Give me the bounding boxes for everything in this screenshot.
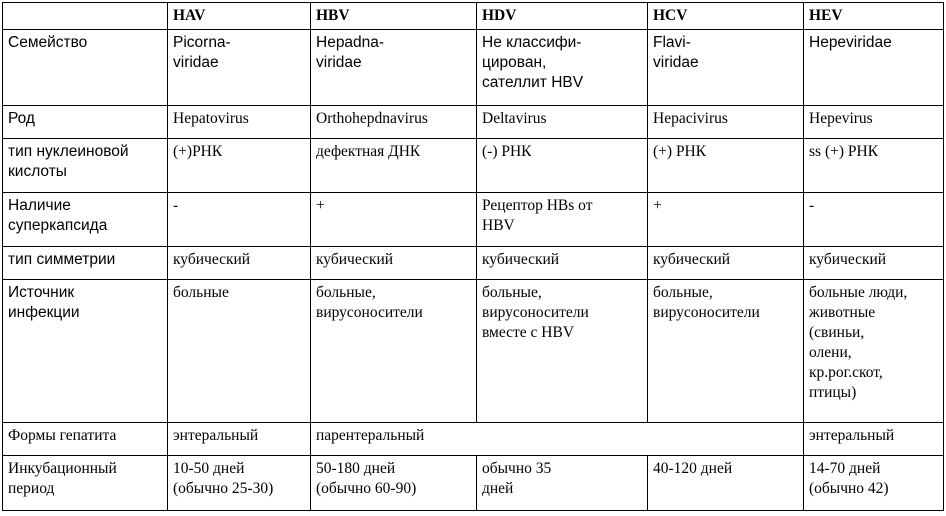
cell-hav: больные — [168, 280, 311, 423]
cell-hav: Hepatovirus — [168, 106, 311, 139]
header-hbv: HBV — [311, 3, 477, 30]
cell-hav: - — [168, 193, 311, 247]
table-row-family — [3, 30, 944, 106]
table-row-hepatitis-forms — [3, 423, 944, 456]
cell-hev: кубический — [804, 247, 944, 280]
row-label: тип симметрии — [3, 247, 168, 280]
cell-hav: кубический — [168, 247, 311, 280]
cell-hev: Hepevirus — [804, 106, 944, 139]
cell-hcv: 40-120 дней — [648, 456, 804, 511]
row-label: Семейство — [3, 30, 168, 106]
cell-hcv: Hepacivirus — [648, 106, 804, 139]
table-row-supercapsid — [3, 193, 944, 247]
cell-hev: Hepeviridae — [804, 30, 944, 106]
cell-hdv: Deltavirus — [477, 106, 648, 139]
cell-hcv: (+) РНК — [648, 139, 804, 193]
row-label: Инкубационный период — [3, 456, 168, 511]
cell-hdv: Не классифи- цирован, сателлит HBV — [477, 30, 648, 106]
cell-hcv: больные, вирусоносители — [648, 280, 804, 423]
cell-hbv: + — [311, 193, 477, 247]
header-hcv: HCV — [648, 3, 804, 30]
header-corner — [3, 3, 168, 30]
cell-hdv: больные, вирусоносители вместе с HBV — [477, 280, 648, 423]
table-row-genus — [3, 106, 944, 139]
cell-hev: энтеральный — [804, 423, 944, 456]
cell-hbv: кубический — [311, 247, 477, 280]
table-row-nucleic-acid — [3, 139, 944, 193]
cell-hcv: + — [648, 193, 804, 247]
row-label: Формы гепатита — [3, 423, 168, 456]
table-row-symmetry — [3, 247, 944, 280]
row-label: Наличие суперкапсида — [3, 193, 168, 247]
cell-hdv: кубический — [477, 247, 648, 280]
header-hdv: HDV — [477, 3, 648, 30]
row-label: тип нуклеиновой кислоты — [3, 139, 168, 193]
row-label: Род — [3, 106, 168, 139]
cell-hev: 14-70 дней (обычно 42) — [804, 456, 944, 511]
cell-hbv-hdv-hcv: парентеральный — [311, 423, 804, 456]
cell-hbv: Hepadna- viridae — [311, 30, 477, 106]
table-row-infection-source — [3, 280, 944, 423]
cell-hdv: обычно 35 дней — [477, 456, 648, 511]
cell-hev: больные люди, животные (свиньи, олени, кр.рог.скот, птицы) — [804, 280, 944, 423]
hepatitis-viruses-table — [2, 2, 944, 511]
header-hav: HAV — [168, 3, 311, 30]
cell-hbv: Orthohepdnavirus — [311, 106, 477, 139]
cell-hav: 10-50 дней (обычно 25-30) — [168, 456, 311, 511]
row-label: Источник инфекции — [3, 280, 168, 423]
header-hev: HEV — [804, 3, 944, 30]
table-row-incubation — [3, 456, 944, 511]
cell-hev: ss (+) РНК — [804, 139, 944, 193]
cell-hdv: Рецептор HBs от HBV — [477, 193, 648, 247]
cell-hcv: Flavi- viridae — [648, 30, 804, 106]
cell-hbv: больные, вирусоносители — [311, 280, 477, 423]
cell-hbv: 50-180 дней (обычно 60-90) — [311, 456, 477, 511]
cell-hav: (+)РНК — [168, 139, 311, 193]
cell-hbv: дефектная ДНК — [311, 139, 477, 193]
cell-hcv: кубический — [648, 247, 804, 280]
cell-hdv: (-) РНК — [477, 139, 648, 193]
cell-hav: Picorna- viridae — [168, 30, 311, 106]
cell-hev: - — [804, 193, 944, 247]
header-row — [3, 3, 944, 30]
cell-hav: энтеральный — [168, 423, 311, 456]
